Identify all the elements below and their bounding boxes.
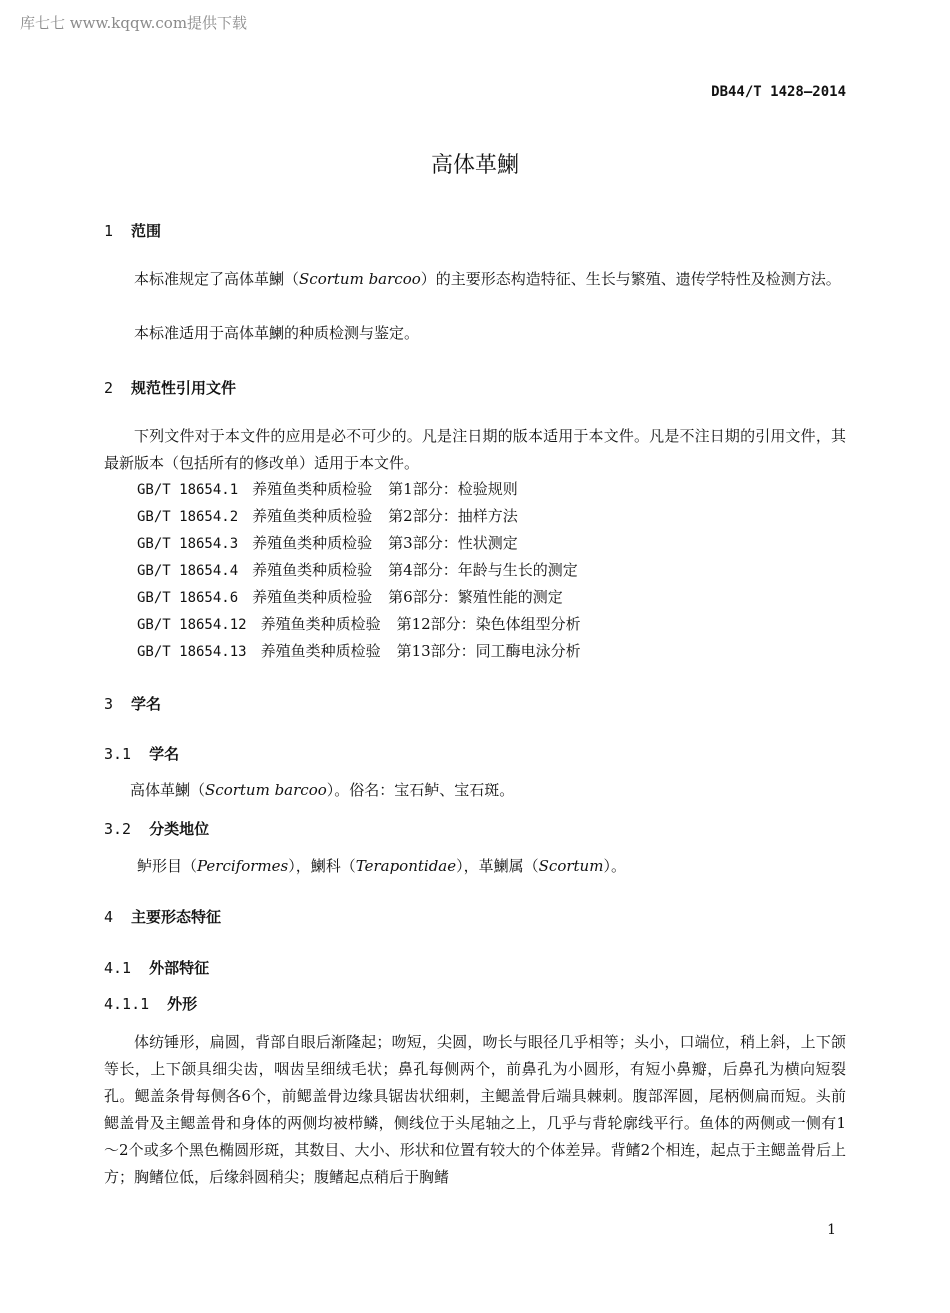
section-title: 学名 bbox=[131, 695, 162, 713]
section-number: 3.1 bbox=[104, 745, 132, 763]
scientific-name: Scortum bbox=[538, 857, 604, 875]
subsection-4-1-1-heading bbox=[104, 993, 197, 1014]
reference-code: GB/T 18654.2 bbox=[137, 509, 239, 525]
reference-part: 第3部分：性状测定 bbox=[388, 534, 518, 552]
text-run: ）的主要形态构造特征、生长与繁殖、遗传学特性及检测方法。 bbox=[420, 270, 841, 288]
section-number: 1 bbox=[104, 222, 114, 240]
section-title: 主要形态特征 bbox=[131, 908, 222, 926]
reference-part: 第1部分：检验规则 bbox=[388, 480, 518, 498]
reference-title: 养殖鱼类种质检验 bbox=[260, 642, 381, 660]
section-number: 4.1 bbox=[104, 959, 132, 977]
subsection-3-2-heading bbox=[104, 818, 209, 839]
scientific-name: Scortum barcoo bbox=[205, 781, 327, 799]
section-title: 学名 bbox=[149, 745, 180, 763]
section-number: 2 bbox=[104, 379, 114, 397]
reference-title: 养殖鱼类种质检验 bbox=[260, 615, 381, 633]
reference-title: 养殖鱼类种质检验 bbox=[252, 588, 373, 606]
reference-part: 第12部分：染色体组型分析 bbox=[396, 615, 581, 633]
text-run: ），鯻科（ bbox=[288, 857, 356, 875]
section-title: 规范性引用文件 bbox=[131, 379, 237, 397]
section-title: 外部特征 bbox=[149, 959, 210, 977]
section-4-heading bbox=[104, 906, 221, 927]
scientific-name: Scortum barcoo bbox=[299, 270, 421, 288]
reference-title: 养殖鱼类种质检验 bbox=[252, 480, 373, 498]
watermark-text: 库七七 www.kqqw.com提供下载 bbox=[20, 14, 248, 32]
reference-part: 第2部分：抽样方法 bbox=[388, 507, 518, 525]
text-run: ），革鯻属（ bbox=[456, 857, 539, 875]
scientific-name: Perciformes bbox=[197, 857, 289, 875]
scope-paragraph bbox=[104, 266, 846, 293]
text-run: 高体革鯻（ bbox=[130, 781, 206, 799]
reference-item bbox=[137, 559, 578, 580]
document-title: 高体革鯻 bbox=[430, 153, 519, 178]
reference-item bbox=[137, 613, 581, 634]
reference-part: 第13部分：同工酶电泳分析 bbox=[396, 642, 581, 660]
scientific-name: Terapontidae bbox=[355, 857, 457, 875]
reference-title: 养殖鱼类种质检验 bbox=[252, 561, 373, 579]
text-run: 本标准规定了高体革鯻（ bbox=[134, 270, 300, 288]
section-title: 分类地位 bbox=[149, 820, 210, 838]
text-run: 鲈形目（ bbox=[137, 857, 198, 875]
section-number: 4.1.1 bbox=[104, 995, 150, 1013]
reference-item bbox=[137, 505, 518, 526]
applicability-paragraph: 本标准适用于高体革鯻的种质检测与鉴定。 bbox=[134, 324, 420, 342]
reference-code: GB/T 18654.1 bbox=[137, 482, 239, 498]
reference-title: 养殖鱼类种质检验 bbox=[252, 534, 373, 552]
section-number: 4 bbox=[104, 908, 114, 926]
section-number: 3 bbox=[104, 695, 114, 713]
reference-item bbox=[137, 586, 563, 607]
section-title: 范围 bbox=[131, 222, 162, 240]
reference-part: 第4部分：年龄与生长的测定 bbox=[388, 561, 578, 579]
references-intro-paragraph: 下列文件对于本文件的应用是必不可少的。凡是注日期的版本适用于本文件。凡是不注日期的引用文件，其最新版本（包括所有的修改单）适用于本文件。 bbox=[104, 427, 846, 472]
section-number: 3.2 bbox=[104, 820, 132, 838]
reference-code: GB/T 18654.13 bbox=[137, 644, 247, 660]
reference-code: GB/T 18654.3 bbox=[137, 536, 239, 552]
reference-code: GB/T 18654.6 bbox=[137, 590, 239, 606]
reference-title: 养殖鱼类种质检验 bbox=[252, 507, 373, 525]
subsection-4-1-heading bbox=[104, 957, 209, 978]
reference-item bbox=[137, 640, 581, 661]
scientific-name-line bbox=[130, 779, 514, 800]
reference-part: 第6部分：繁殖性能的测定 bbox=[388, 588, 563, 606]
reference-item bbox=[137, 532, 518, 553]
section-title: 外形 bbox=[167, 995, 198, 1013]
section-2-heading bbox=[104, 377, 236, 398]
standard-code: DB44/T 1428—2014 bbox=[711, 84, 846, 100]
section-1-heading bbox=[104, 220, 161, 241]
appearance-paragraph: 体纺锤形，扁圆，背部自眼后渐隆起；吻短，尖圆，吻长与眼径几乎相等；头小，口端位，稍上斜，上下颌等长，上下颌具细尖齿，咽齿呈细绒毛状；鼻孔每侧两个，前鼻孔为小圆形，有短小鼻瓣，后鼻孔为横向短裂孔。鳃盖条骨每侧各6个，前鳃盖骨边缘具锯齿状细刺，主鳃盖骨后端具棘刺。腹部浑圆，尾柄侧扁而短。头前鳃盖骨及主鳃盖骨和身体的两侧均被栉鳞，侧线位于头尾轴之上，几乎与背轮廓线平行。鱼体的两侧或一侧有1～2个或多个黑色椭圆形斑，其数目、大小、形状和位置有较大的个体差异。背鳍2个相连，起点于主鳃盖骨后上方；胸鳍位低，后缘斜圆稍尖；腹鳍起点稍后于胸鳍 bbox=[104, 1033, 846, 1186]
taxonomy-line bbox=[137, 855, 626, 876]
section-3-heading bbox=[104, 693, 161, 714]
reference-item bbox=[137, 478, 518, 499]
reference-code: GB/T 18654.12 bbox=[137, 617, 247, 633]
reference-code: GB/T 18654.4 bbox=[137, 563, 239, 579]
text-run: ）。 bbox=[603, 857, 626, 875]
subsection-3-1-heading bbox=[104, 743, 179, 764]
text-run: ）。俗名：宝石鲈、宝石斑。 bbox=[326, 781, 515, 799]
page-number: 1 bbox=[827, 1222, 836, 1238]
